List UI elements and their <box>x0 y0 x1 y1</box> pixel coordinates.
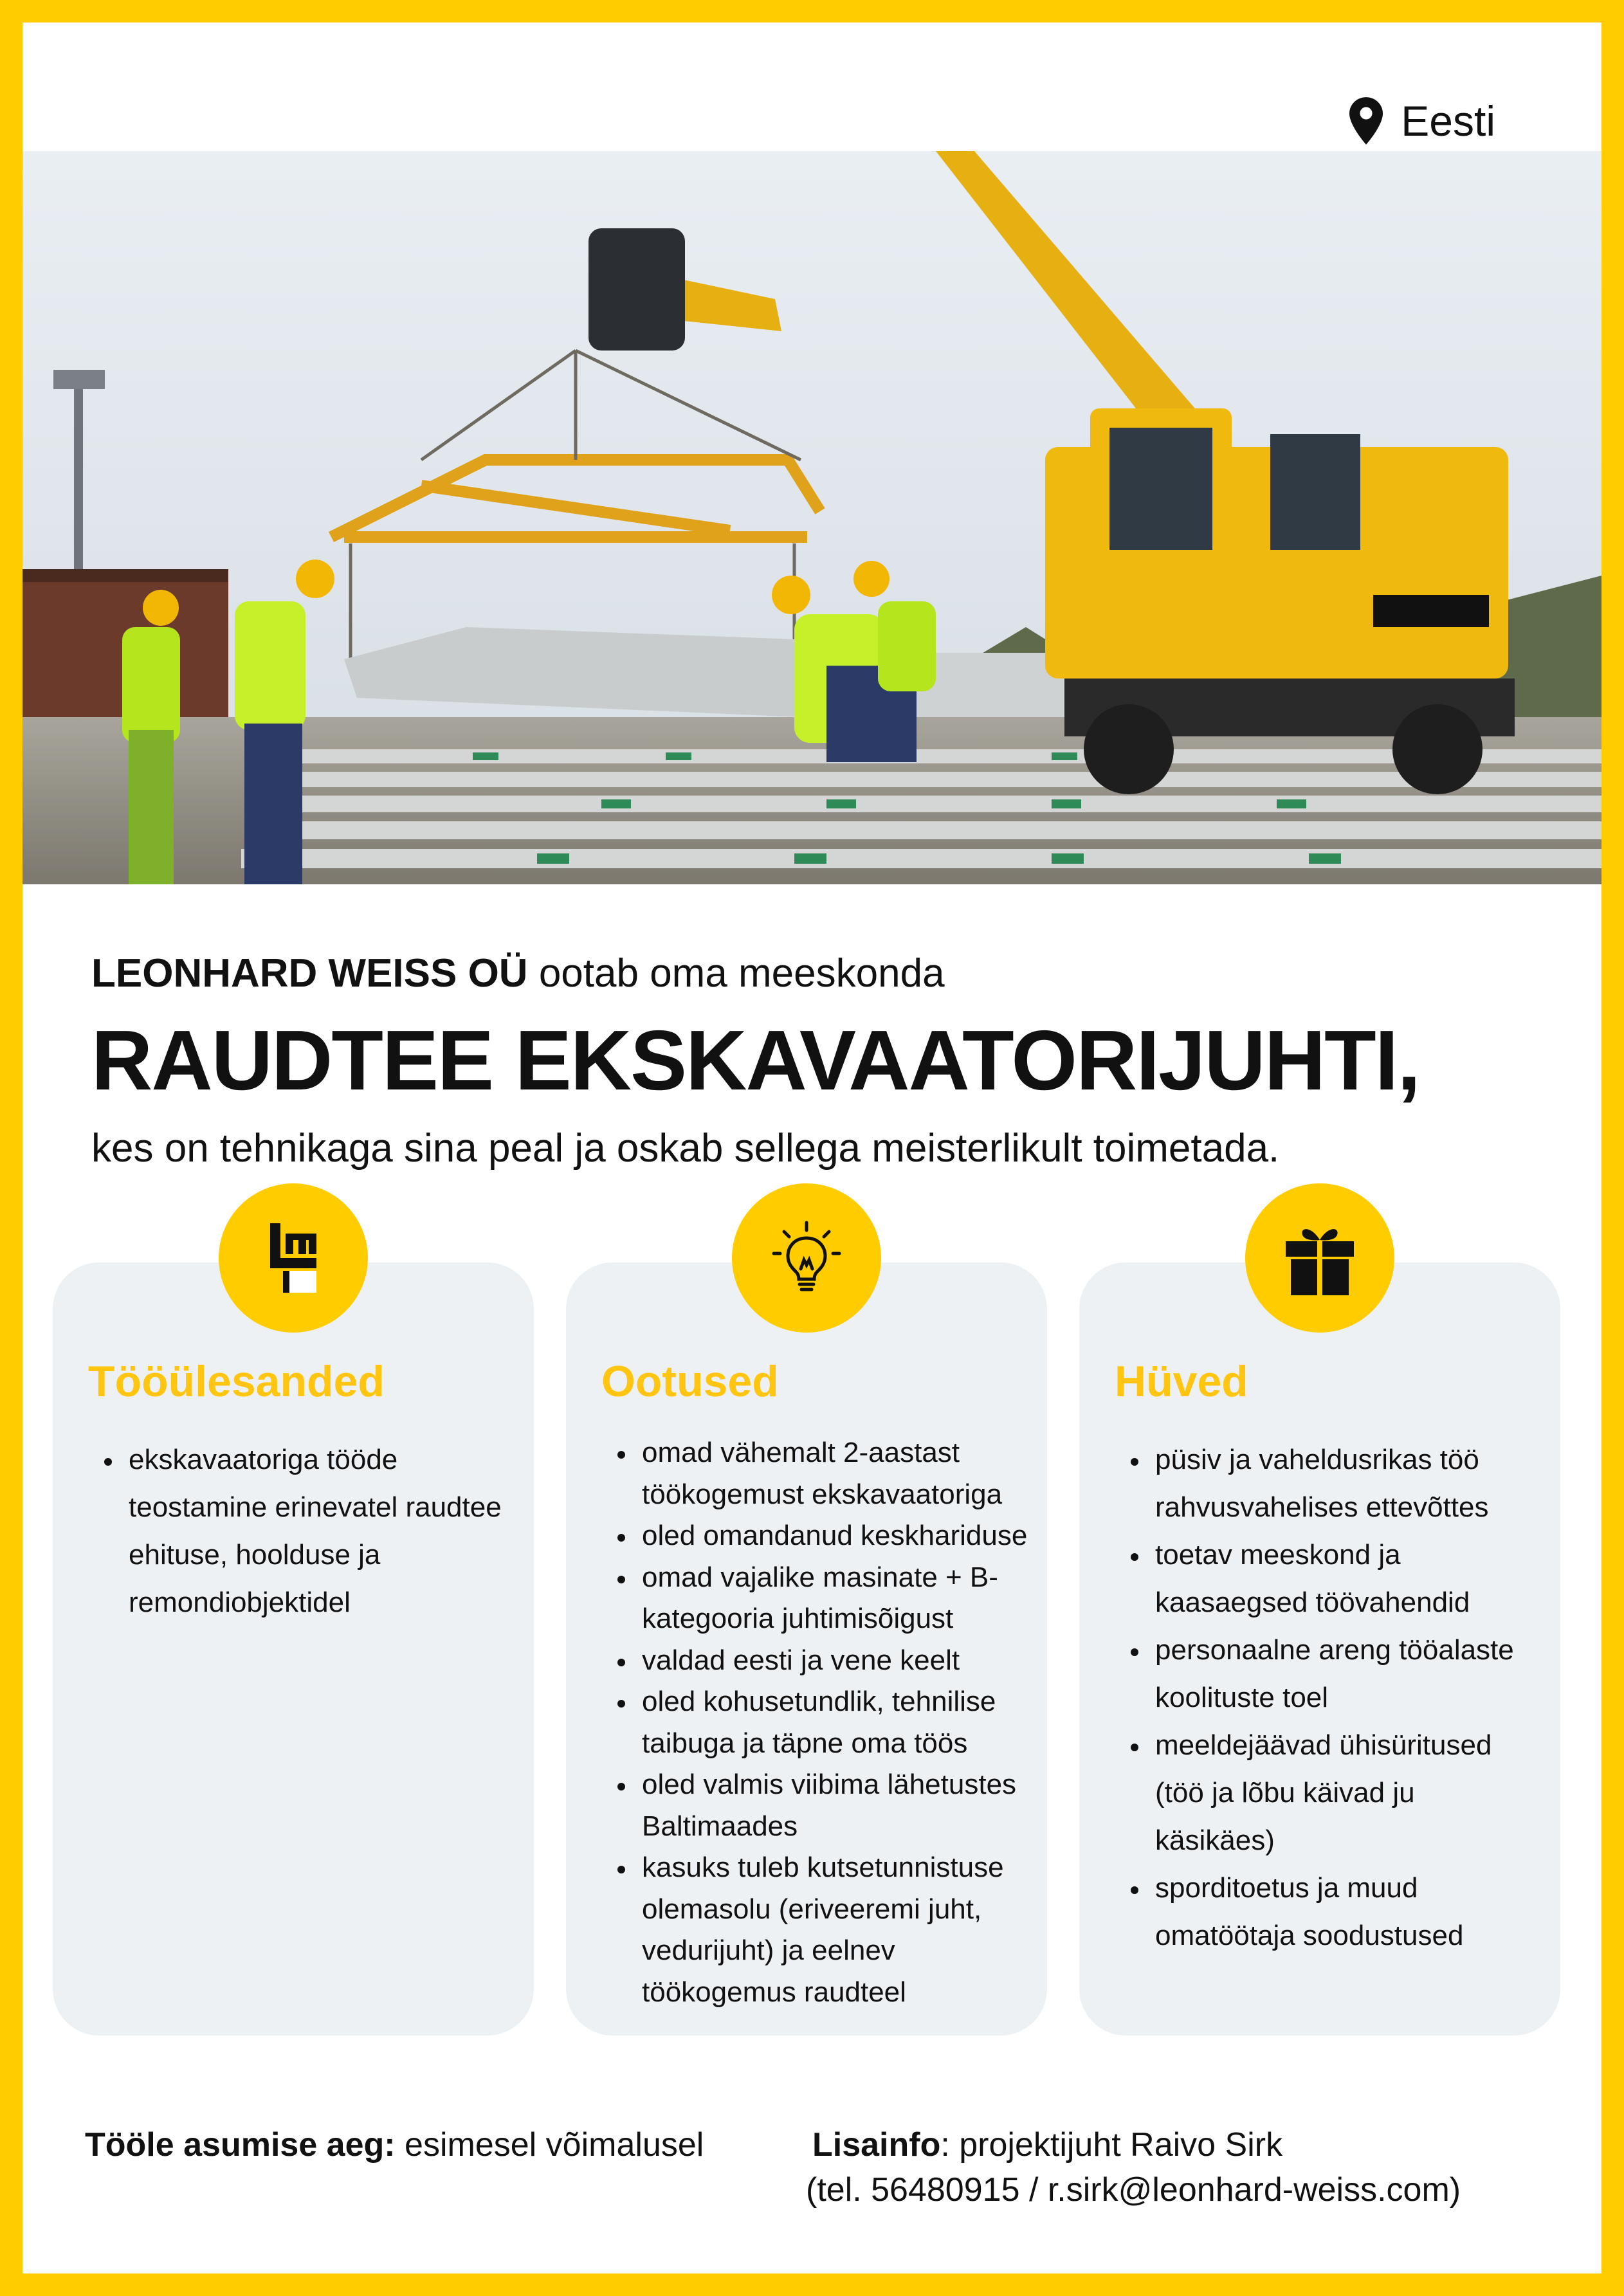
start-date <box>85 2122 704 2167</box>
hero-photo <box>23 151 1601 884</box>
list-item: • oled valmis viibima lähetustes Baltimaades <box>637 1764 1028 1847</box>
contact-person: : projektijuht Raivo Sirk <box>940 2126 1283 2164</box>
location-pin-icon <box>1349 96 1383 145</box>
company-suffix: ootab oma meeskonda <box>527 951 945 996</box>
card-list <box>88 1436 515 1626</box>
card-icon-badge <box>1245 1183 1394 1333</box>
list-item: • kasuks tuleb kutsetunnistuse olemasolu (eriveeremi juht, vedurijuht) ja eelnev töökogemus raudteel <box>637 1847 1028 2013</box>
leonhard-weiss-logo-icon <box>270 1223 316 1293</box>
list-item: • omad vajalike masinate + B-kategooria juhtimisõigust <box>637 1557 1028 1640</box>
location-label: Eesti <box>1401 97 1495 145</box>
intro-line <box>91 951 1538 996</box>
job-poster <box>23 23 1601 2273</box>
list-item: • oled omandanud keskhariduse <box>637 1515 1028 1557</box>
start-date-value: esimesel võimalusel <box>395 2126 704 2164</box>
contact-info <box>806 2122 1461 2212</box>
card-title: Ootused <box>601 1357 779 1406</box>
card-benefits <box>1079 1262 1560 2036</box>
card-icon-badge <box>732 1183 881 1333</box>
card-list <box>1115 1436 1541 1960</box>
contact-label: Lisainfo <box>812 2126 941 2164</box>
list-item: • püsiv ja vaheldusrikas töö rahvusvahelises ettevõttes <box>1150 1436 1541 1531</box>
list-item: • ekskavaatoriga tööde teostamine erinevatel raudtee ehituse, hoolduse ja remondiobjektidel <box>123 1436 515 1626</box>
list-item: • sporditoetus ja muud omatöötaja soodustused <box>1150 1864 1541 1960</box>
card-title: Hüved <box>1115 1357 1248 1406</box>
card-list <box>601 1432 1028 2013</box>
gift-icon <box>1286 1221 1354 1295</box>
subline: kes on tehnikaga sina peal ja oskab sellega meisterlikult toimetada. <box>91 1126 1280 1171</box>
list-item: • valdad eesti ja vene keelt <box>637 1640 1028 1682</box>
card-tasks <box>53 1262 534 2036</box>
list-item: • omad vähemalt 2-aastast töökogemust ekskavaatoriga <box>637 1432 1028 1515</box>
lightbulb-icon <box>769 1220 844 1296</box>
card-expectations <box>566 1262 1047 2036</box>
company-name: LEONHARD WEISS OÜ <box>91 951 528 996</box>
list-item: • personaalne areng tööalaste koolituste toel <box>1150 1626 1541 1722</box>
card-icon-badge <box>219 1183 368 1333</box>
headline: RAUDTEE EKSKAVAATORIJUHTI, <box>91 1013 1420 1107</box>
list-item: • toetav meeskond ja kaasaegsed töövahendid <box>1150 1531 1541 1626</box>
list-item: • meeldejäävad ühisüritused (töö ja lõbu käivad ju käsikäes) <box>1150 1722 1541 1864</box>
list-item: • oled kohusetundlik, tehnilise taibuga ja täpne oma töös <box>637 1681 1028 1764</box>
contact-details: (tel. 56480915 / r.sirk@leonhard-weiss.com) <box>806 2171 1461 2209</box>
start-date-label: Tööle asumise aeg: <box>85 2126 396 2164</box>
location <box>1349 96 1495 145</box>
card-title: Tööülesanded <box>88 1357 385 1406</box>
intro <box>91 951 1538 1171</box>
